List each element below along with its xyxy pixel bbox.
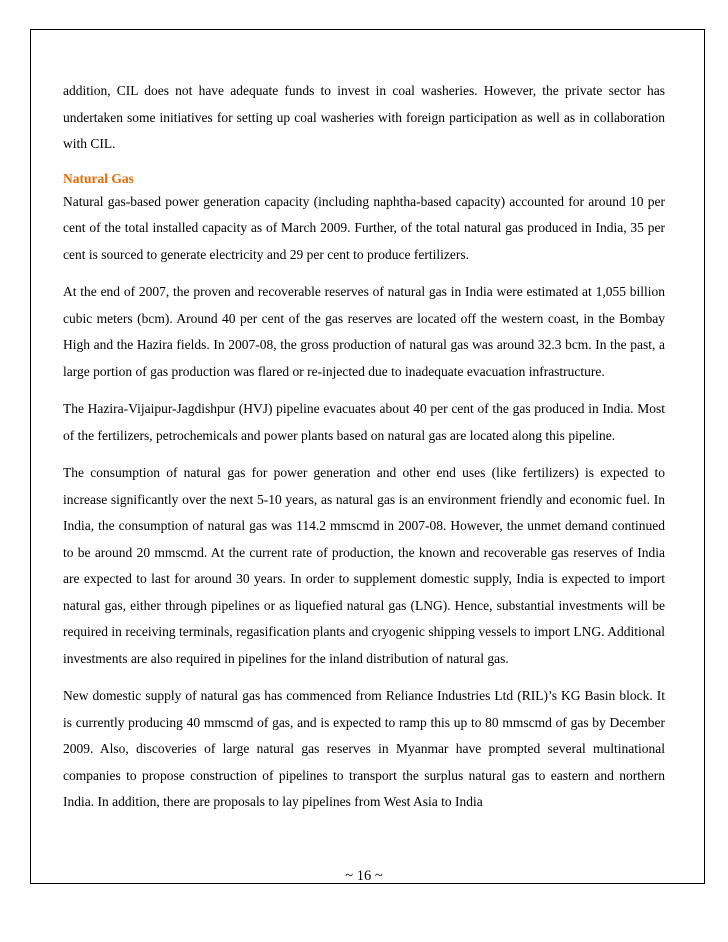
page-number: ~ 16 ~	[345, 868, 383, 884]
section-heading-natural-gas: Natural Gas	[63, 170, 134, 186]
document-body	[63, 78, 665, 827]
paragraph-4: The consumption of natural gas for power generation and other end uses (like fertilizers) is expected to increase significantly over the next 5-10 years, as natural gas is an environment friendly and economic fuel. In India, the consumption of natural gas was 114.2 mmscmd in 2007-08. However, the unmet demand continued to be around 20 mmscmd. At the current rate of production, the known and recoverable gas reserves of India are expected to last for around 30 years. In order to supplement domestic supply, India is expected to import natural gas, either through pipelines or as liquefied natural gas (LNG). Hence, substantial investments will be required in receiving terminals, regasification plants and cryogenic shipping vessels to import LNG. Additional investments are also required in pipelines for the inland distribution of natural gas.	[63, 465, 665, 666]
paragraph-intro: addition, CIL does not have adequate funds to invest in coal washeries. However, the private sector has undertaken some initiatives for setting up coal washeries with foreign participation as well as in collaboration with CIL.	[63, 83, 665, 151]
paragraph-5: New domestic supply of natural gas has commenced from Reliance Industries Ltd (RIL)’s KG Basin block. It is currently producing 40 mmscmd of gas, and is expected to ramp this up to 80 mmscmd of gas by December 2009. Also, discoveries of large natural gas reserves in Myanmar have prompted several multinational companies to propose construction of pipelines to transport the surplus natural gas to eastern and northern India. In addition, there are proposals to lay pipelines from West Asia to India	[63, 688, 665, 809]
paragraph-3: The Hazira-Vijaipur-Jagdishpur (HVJ) pipeline evacuates about 40 per cent of the gas produced in India. Most of the fertilizers, petrochemicals and power plants based on natural gas are located along this pipeline.	[63, 401, 665, 443]
paragraph-1: Natural gas-based power generation capacity (including naphtha-based capacity) accounted for around 10 per cent of the total installed capacity as of March 2009. Further, of the total natural gas produced in India, 35 per cent is sourced to generate electricity and 29 per cent to produce fertilizers.	[63, 193, 665, 262]
paragraph-2: At the end of 2007, the proven and recoverable reserves of natural gas in India were estimated at 1,055 billion cubic meters (bcm). Around 40 per cent of the gas reserves are located off the western coast, in the Bombay High and the Hazira fields. In 2007-08, the gross production of natural gas was around 32.3 bcm. In the past, a large portion of gas production was flared or re-injected due to inadequate evacuation infrastructure.	[63, 284, 665, 379]
